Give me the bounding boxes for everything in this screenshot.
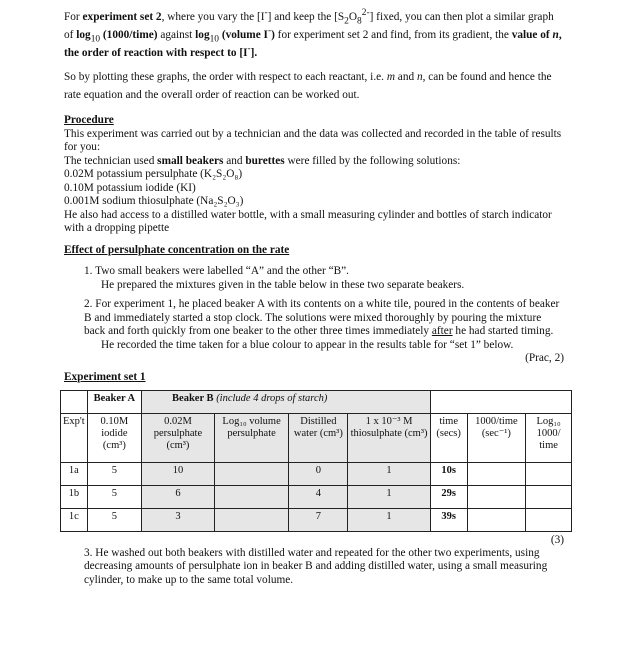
effect-heading: Effect of persulphate concentration on the rate (64, 243, 290, 256)
solution-item: 0.10M potassium iodide (KI) (64, 181, 196, 194)
table-cell (526, 485, 572, 508)
procedure-text: This experiment was carried out by a technician and the data was collected and recorded in the table of results for you: (64, 127, 562, 153)
table-cell (526, 508, 572, 531)
table-cell (467, 462, 526, 485)
table-cell: 10s (430, 462, 467, 485)
table-cell: 1b (61, 485, 88, 508)
column-header: Distilled water (cm³) (289, 413, 348, 462)
list-item: 1. Two small beakers were labelled “A” and the other “B”. (84, 265, 350, 277)
marks-label: (3) (550, 533, 564, 546)
table-row (61, 462, 572, 485)
column-header: 1000/time (sec⁻¹) (467, 413, 526, 462)
table-cell: 1 (348, 485, 430, 508)
procedure-heading: Procedure (64, 114, 114, 126)
table-cell: 6 (142, 485, 215, 508)
table-cell: 10 (142, 462, 215, 485)
table-cell: 7 (289, 508, 348, 531)
table-cell: 1 (348, 462, 430, 485)
column-header: Log₁₀ volume persulphate (214, 413, 289, 462)
column-header: Log₁₀ 1000/ time (526, 413, 572, 462)
table-cell: 4 (289, 485, 348, 508)
paragraph-experiment-set-2: For experiment set 2, where you vary the [I-] and keep the $[S_2O_8^{2-}]$ fixed, you can then plot a similar graph of $\log_{10}$ (1000/time) against $\log_{10}$ (volume I-) for experiment set 2 and find, from its gradient, the value of n, the order of reaction with respect to [I-]. (64, 8, 562, 59)
solution-item: 0.02M potassium persulphate (K₂S₂O₈) (64, 168, 243, 180)
question-section (64, 534, 564, 588)
table-cell: 5 (87, 485, 141, 508)
table-cell (467, 508, 526, 531)
table-row (61, 485, 572, 508)
list-item: 2. For experiment 1, he placed beaker A with its contents on a white tile, poured in the contents of beaker B and immediately started a stop clock. The solutions were mixed thoroughly by pouring the mixture back and forth quickly from one beaker to the other three times immediately after he had started timing. (84, 298, 560, 337)
table-cell: 5 (87, 508, 141, 531)
procedure-section (64, 114, 564, 236)
solution-item: 0.001M sodium thiosulphate (Na₂S₂O₃) (64, 195, 244, 207)
table-cell: 1c (61, 508, 88, 531)
table-cell: 3 (142, 508, 215, 531)
list-item: 3. He washed out both beakers with distilled water and repeated for the other two experiments, using decreasing amounts of persulphate ion in beaker B and adding distilled water, using a small measuring cylinder, to make up to the same total volume. (84, 546, 548, 586)
table-cell (526, 462, 572, 485)
column-header: 0.02M persulphate (cm³) (142, 413, 215, 462)
column-header: 0.10M iodide (cm³) (87, 413, 141, 462)
marks-label: (Prac, 2) (525, 352, 564, 364)
column-header: time (secs) (430, 413, 467, 462)
column-header: Exp't (61, 413, 88, 462)
effect-section (64, 244, 564, 366)
table-cell (214, 485, 289, 508)
table-cell: 1a (61, 462, 88, 485)
paragraph-summary: So by plotting these graphs, the order with respect to each reactant, i.e. m and n, can be found and hence the rate equation and the overall order of reaction can be worked out. (64, 71, 552, 101)
procedure-text: He also had access to a distilled water bottle, with a small measuring cylinder and bottles of starch indicator with a dropping pipette (64, 208, 552, 234)
table-title: Experiment set 1 (64, 370, 146, 383)
results-table: Beaker A Beaker B (include 4 drops of starch) Exp't 0.10M iodide (cm³) 0.02M persulphate (cm³) Log₁₀ volume persulphate Distilled water (cm³) 1 x 10⁻³ M thiosulphate (cm³) time (secs) 1000/time (sec⁻¹) Log₁₀ 1000/ time 1a 5 10 0 1 10s 1b 5 6 4 1 29s 1c 5 3 7 1 39s (60, 390, 572, 532)
procedure-text: The technician used small beakers and burettes were filled by the following solutions: (64, 154, 461, 167)
table-cell (214, 462, 289, 485)
table-cell: 0 (289, 462, 348, 485)
table-cell: 1 (348, 508, 430, 531)
list-item-text: He recorded the time taken for a blue colour to appear in the results table for “set 1” below. (101, 338, 514, 351)
table-cell: 5 (87, 462, 141, 485)
table-cell (214, 508, 289, 531)
table-row (61, 508, 572, 531)
table-cell: 29s (430, 485, 467, 508)
column-header: 1 x 10⁻³ M thiosulphate (cm³) (348, 413, 430, 462)
table-cell: 39s (430, 508, 467, 531)
list-item-text: He prepared the mixtures given in the table below in these two separate beakers. (101, 278, 465, 291)
table-cell (467, 485, 526, 508)
